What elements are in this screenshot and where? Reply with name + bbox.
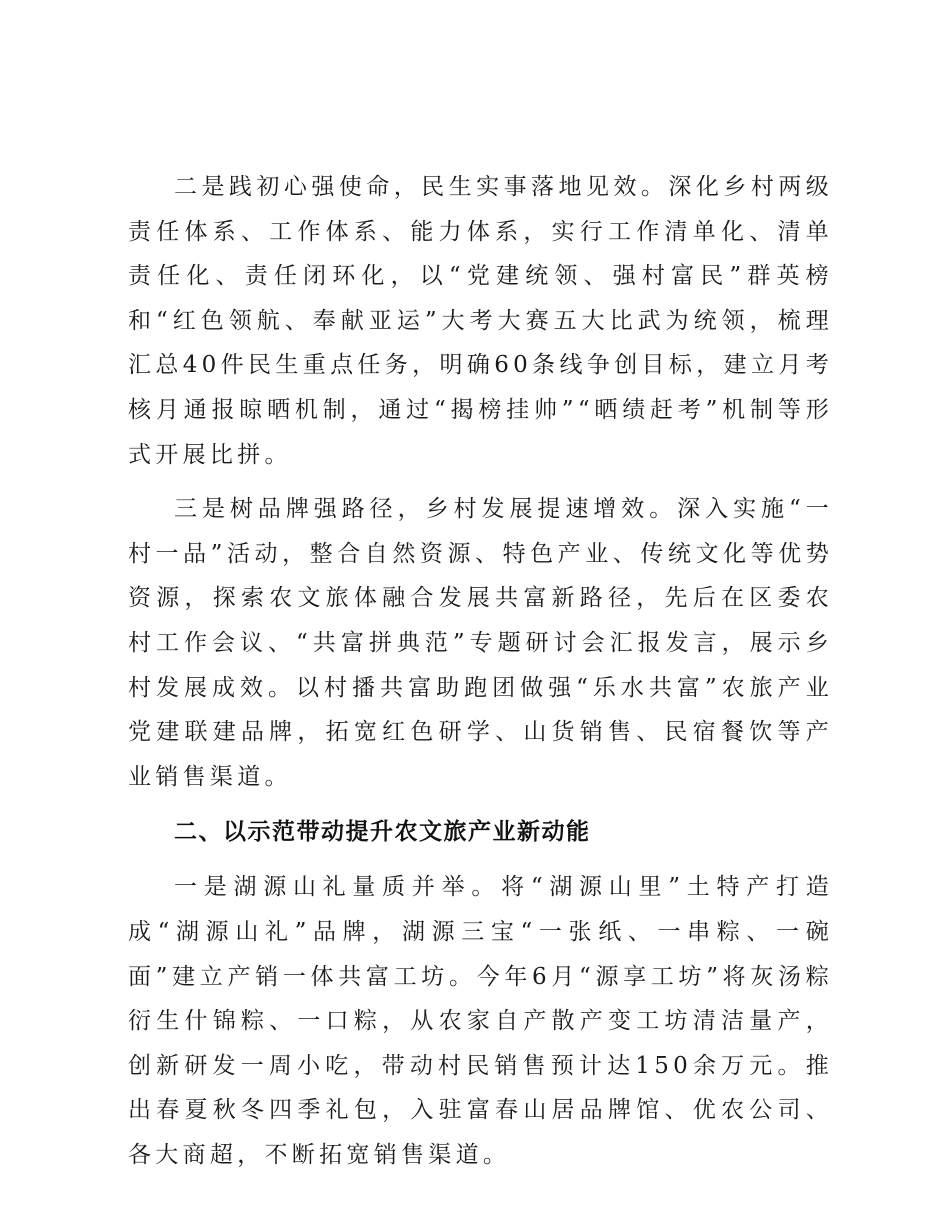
paragraph-huyuan-gifts: 一是湖源山礼量质并举。将“湖源山里”土特产打造成“湖源山礼”品牌，湖源三宝“一张纸、一串粽、一碗面”建立产销一体共富工坊。今年6月“源享工坊”将灰汤粽衍生什锦粽、一口粽，从农家自产散产变工坊清洁量产，创新研发一周小吃，带动村民销售预计达150余万元。推出春夏秋冬四季礼包，入驻富春山居品牌馆、优农公司、各大商超，不断拓宽销售渠道。 [128, 874, 833, 1168]
paragraph-brand-path: 三是树品牌强路径，乡村发展提速增效。深入实施“一村一品”活动，整合自然资源、特色产业、传统文化等优势资源，探索农文旅体融合发展共富新路径，先后在区委农村工作会议、“共富拼典范”专题研讨会汇报发言，展示乡村发展成效。以村播共富助跑团做强“乐水共富”农旅产业党建联建品牌，拓宽红色研学、山货销售、民宿餐饮等产业销售渠道。 [128, 496, 833, 790]
document-body [128, 165, 833, 1187]
paragraph-practice-mission: 二是践初心强使命，民生实事落地见效。深化乡村两级责任体系、工作体系、能力体系，实行工作清单化、清单责任化、责任闭环化，以“党建统领、强村富民”群英榜和“红色领航、奉献亚运”大考大赛五大比武为统领，梳理汇总40件民生重点任务，明确60条线争创目标，建立月考核月通报晾晒机制，通过“揭榜挂帅”“晒绩赶考”机制等形式开展比拼。 [128, 174, 833, 468]
section-heading: 二、以示范带动提升农文旅产业新动能 [174, 819, 591, 846]
